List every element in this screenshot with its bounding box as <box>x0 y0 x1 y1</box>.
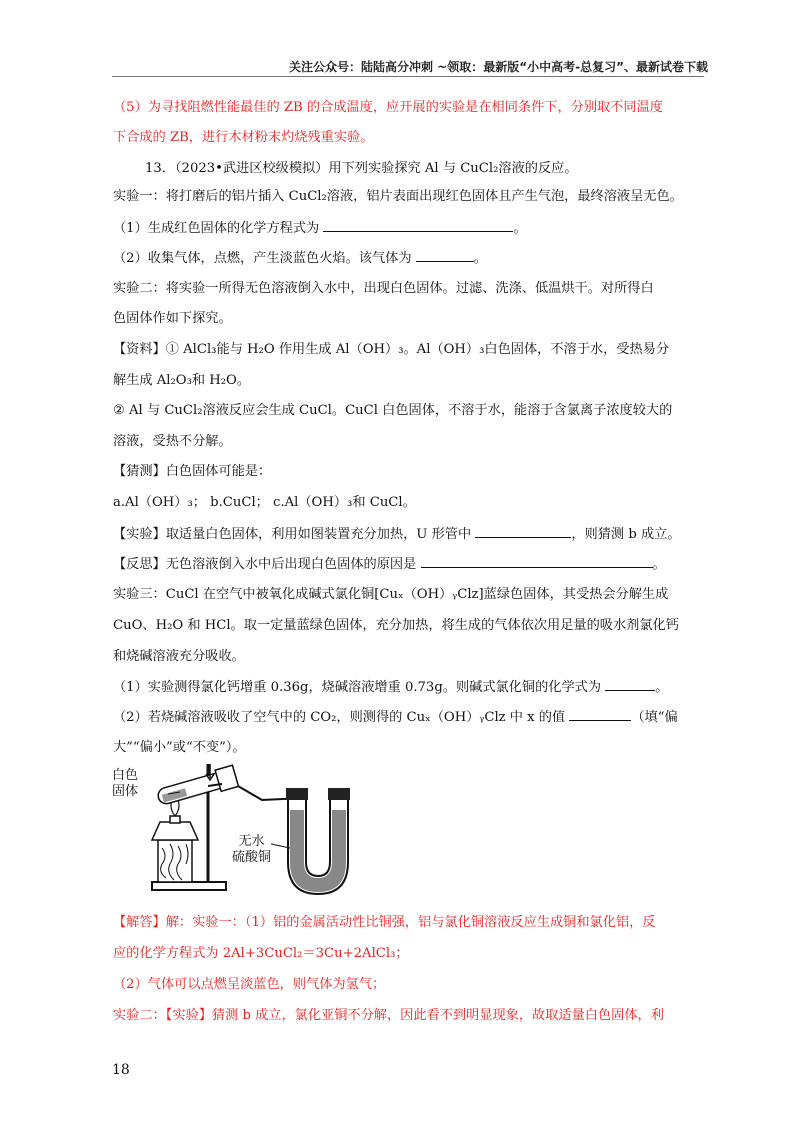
question-text-line <box>113 219 527 238</box>
line-text: 【实验】取适量白色固体，利用如图装置充分加热，U 形管中 <box>113 527 476 542</box>
question-text-line <box>113 617 679 635</box>
alcohol-lamp <box>152 822 198 840</box>
apparatus-figure <box>112 758 362 900</box>
line-text: CuO、H₂O 和 HCl。取一定量蓝绿色固体，充分加热，将生成的气体依次用足量的吸水剂氯化钙 <box>113 618 679 633</box>
question-text-line <box>113 188 683 206</box>
test-tube <box>156 765 239 808</box>
answer-blank[interactable] <box>323 219 513 232</box>
label-anhydrous-cuso4: 无水 硫酸铜 <box>232 834 272 865</box>
question-text-line <box>145 160 578 178</box>
question-text-line <box>113 708 678 727</box>
question-text-line <box>113 310 232 328</box>
line-text: a.Al（OH）₃； b.CuCl； c.Al（OH）₃和 CuCl。 <box>113 495 416 510</box>
question-text-line <box>113 494 416 512</box>
answer-text-line <box>113 945 409 963</box>
line-text: 实验一：将打磨后的铝片插入 CuCl₂溶液，铝片表面出现红色固体且产生气泡，最终溶液呈无色。 <box>113 189 683 204</box>
line-text: （5）为寻找阻燃性能最佳的 ZB 的合成温度，应开展的实验是在相同条件下，分别取不同温度 <box>113 100 663 115</box>
question-text-line <box>113 433 232 451</box>
apparatus-drawing <box>112 758 362 900</box>
question-text-line <box>113 402 672 420</box>
answer-blank[interactable] <box>569 708 631 721</box>
answer-text-line <box>113 99 663 117</box>
question-text-line <box>113 678 668 697</box>
line-text: 【反思】无色溶液倒入水中后出现白色固体的原因是 <box>113 557 421 572</box>
label-white-solid: 白色 固体 <box>112 768 139 799</box>
line-text-after: 。 <box>655 680 669 695</box>
answer-blank[interactable] <box>421 555 653 568</box>
question-text-line <box>113 372 250 390</box>
answer-text-line <box>113 914 655 932</box>
question-text-line <box>113 280 654 298</box>
stopper-right <box>328 788 350 800</box>
stopper-left <box>286 788 308 800</box>
question-text-line <box>113 463 271 481</box>
question-text-line <box>113 739 246 757</box>
question-text-line <box>113 586 668 604</box>
line-text-after: （填“偏 <box>631 710 678 725</box>
answer-text-line <box>113 1007 664 1025</box>
line-text-after: 。 <box>473 251 487 266</box>
line-text: 【资料】① AlCl₃能与 H₂O 作用生成 Al（OH）₃。Al（OH）₃白色固体，不溶于水，受热易分 <box>113 342 670 357</box>
lamp-neck <box>170 816 180 823</box>
question-text-line <box>113 249 487 268</box>
line-text: 溶液，受热不分解。 <box>113 434 232 449</box>
line-text: （2）若烧碱溶液吸收了空气中的 CO₂，则测得的 Cuₓ（OH）ᵧClz 中 x 的值 <box>113 710 570 725</box>
line-text: 色固体作如下探究。 <box>113 311 232 326</box>
line-text: 【解答】解：实验一：（1）铝的金属活动性比铜强，铝与氯化铜溶液反应生成铜和氯化铝，反 <box>113 915 656 930</box>
line-text-after: ，则猜测 b 成立。 <box>571 527 681 542</box>
line-text: 解生成 Al₂O₃和 H₂O。 <box>113 373 251 388</box>
u-tube-inner <box>306 798 330 876</box>
stand-base <box>152 882 226 890</box>
answer-blank[interactable] <box>605 678 655 691</box>
question-text-line <box>113 648 245 666</box>
line-text-after: 。 <box>652 557 666 572</box>
line-text-after: 。 <box>513 221 527 236</box>
question-text-line <box>113 525 681 544</box>
line-text: 实验二：将实验一所得无色溶液倒入水中，出现白色固体。过滤、洗涤、低温烘干。对所得白 <box>113 281 654 296</box>
question-text-line <box>113 341 669 359</box>
line-text: ② Al 与 CuCl₂溶液反应会生成 CuCl。CuCl 白色固体，不溶于水，能溶于含氯离子浓度较大的 <box>113 403 673 418</box>
line-text: 实验三：CuCl 在空气中被氧化成碱式氯化铜[Cuₓ（OH）ᵧClz]蓝绿色固体，其受热会分解生成 <box>113 587 669 602</box>
line-text: 下合成的 ZB，进行木材粉末灼烧残重实验。 <box>113 130 374 145</box>
line-text: 【猜测】白色固体可能是： <box>113 464 272 479</box>
header-rule <box>112 76 704 77</box>
line-text: 实验二：【实验】猜测 b 成立，氯化亚铜不分解，因此看不到明显现象，故取适量白色固体，利 <box>113 1008 664 1023</box>
line-text: （1）生成红色固体的化学方程式为 <box>113 221 324 236</box>
line-text: （2）气体可以点燃呈淡蓝色，则气体为氢气； <box>113 977 386 992</box>
line-text: （2）收集气体，点燃，产生淡蓝色火焰。该气体为 <box>113 251 416 266</box>
answer-text-line <box>113 129 373 147</box>
line-text: 应的化学方程式为 2Al+3CuCl₂＝3Cu+2AlCl₃； <box>113 946 409 961</box>
page-number: 18 <box>112 1062 130 1078</box>
line-text: 大”“偏小”或“不变”）。 <box>113 740 246 755</box>
line-text: 13．（2023•武进区校级模拟）用下列实验探究 Al 与 CuCl₂溶液的反应。 <box>145 161 578 176</box>
line-text: （1）实验测得氯化钙增重 0.36g，烧碱溶液增重 0.73g。则碱式氯化铜的化学式为 <box>113 680 606 695</box>
question-text-line <box>113 555 666 574</box>
line-text: 和烧碱溶液充分吸收。 <box>113 649 245 664</box>
answer-blank[interactable] <box>475 525 571 538</box>
answer-blank[interactable] <box>416 249 474 262</box>
cuso4-fill <box>290 810 346 892</box>
page-header: 关注公众号：陆陆高分冲刺 ~领取：最新版“小中高考-总复习”、最新试卷下载 <box>289 60 708 74</box>
answer-text-line <box>113 976 385 994</box>
